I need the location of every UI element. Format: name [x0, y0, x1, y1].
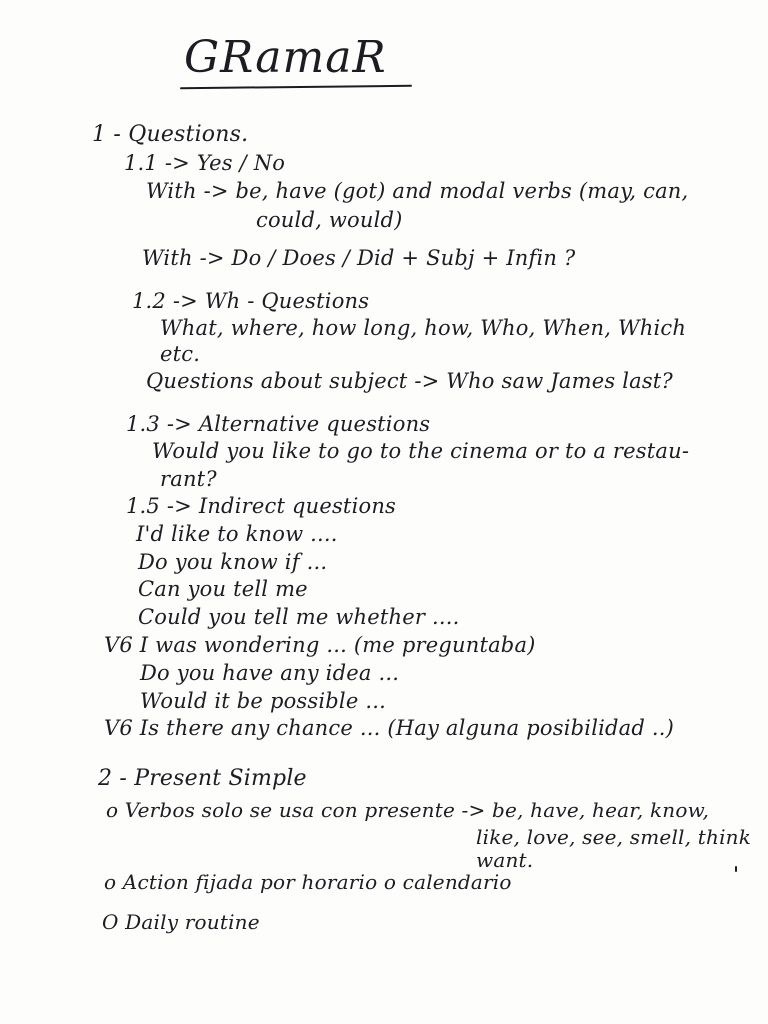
subheading-alternative-questions: 1.3 -> Alternative questions: [126, 412, 431, 436]
alternative-line-1: Would you like to go to the cinema or to a restau-: [152, 439, 690, 463]
present-simple-bullet-2: o Action fijada por horario o calendario: [104, 870, 512, 894]
present-simple-bullet-1-line-3: want.: [476, 848, 534, 872]
subheading-yes-no: 1.1 -> Yes / No: [124, 151, 286, 175]
indirect-item: Do you know if ...: [138, 550, 328, 574]
present-simple-bullet-1-line-1: o Verbos solo se usa con presente -> be, have, hear, know,: [106, 798, 710, 822]
present-simple-bullet-3: O Daily routine: [102, 910, 260, 934]
section-heading-questions: 1 - Questions.: [92, 122, 249, 147]
present-simple-bullet-1-line-2: like, love, see, smell, think: [476, 825, 752, 849]
indirect-item: V6 I was wondering ... (me preguntaba): [104, 633, 536, 657]
indirect-item: I'd like to know ....: [136, 522, 338, 546]
yes-no-line-3: With -> Do / Does / Did + Subj + Infin ?: [142, 246, 576, 270]
subheading-indirect-questions: 1.5 -> Indirect questions: [126, 494, 397, 518]
section-heading-present-simple: 2 - Present Simple: [98, 766, 307, 791]
subheading-wh-questions: 1.2 -> Wh - Questions: [132, 289, 370, 313]
wh-line-2: etc.: [160, 342, 201, 366]
indirect-item: Would it be possible ...: [140, 689, 386, 713]
title-underline: [180, 85, 412, 89]
pen-mark: [735, 866, 737, 872]
yes-no-line-2: could, would): [256, 208, 403, 232]
indirect-item: Do you have any idea ...: [140, 661, 400, 685]
wh-line-3: Questions about subject -> Who saw James last?: [146, 369, 673, 393]
indirect-item: Could you tell me whether ....: [138, 605, 460, 629]
indirect-item: Can you tell me: [138, 577, 308, 601]
alternative-line-2: rant?: [160, 467, 217, 491]
indirect-item: V6 Is there any chance ... (Hay alguna posibilidad ..): [104, 716, 675, 740]
yes-no-line-1: With -> be, have (got) and modal verbs (may, can,: [146, 179, 689, 203]
wh-line-1: What, where, how long, how, Who, When, Which: [160, 316, 687, 340]
page-title: GRamaR: [184, 32, 387, 83]
